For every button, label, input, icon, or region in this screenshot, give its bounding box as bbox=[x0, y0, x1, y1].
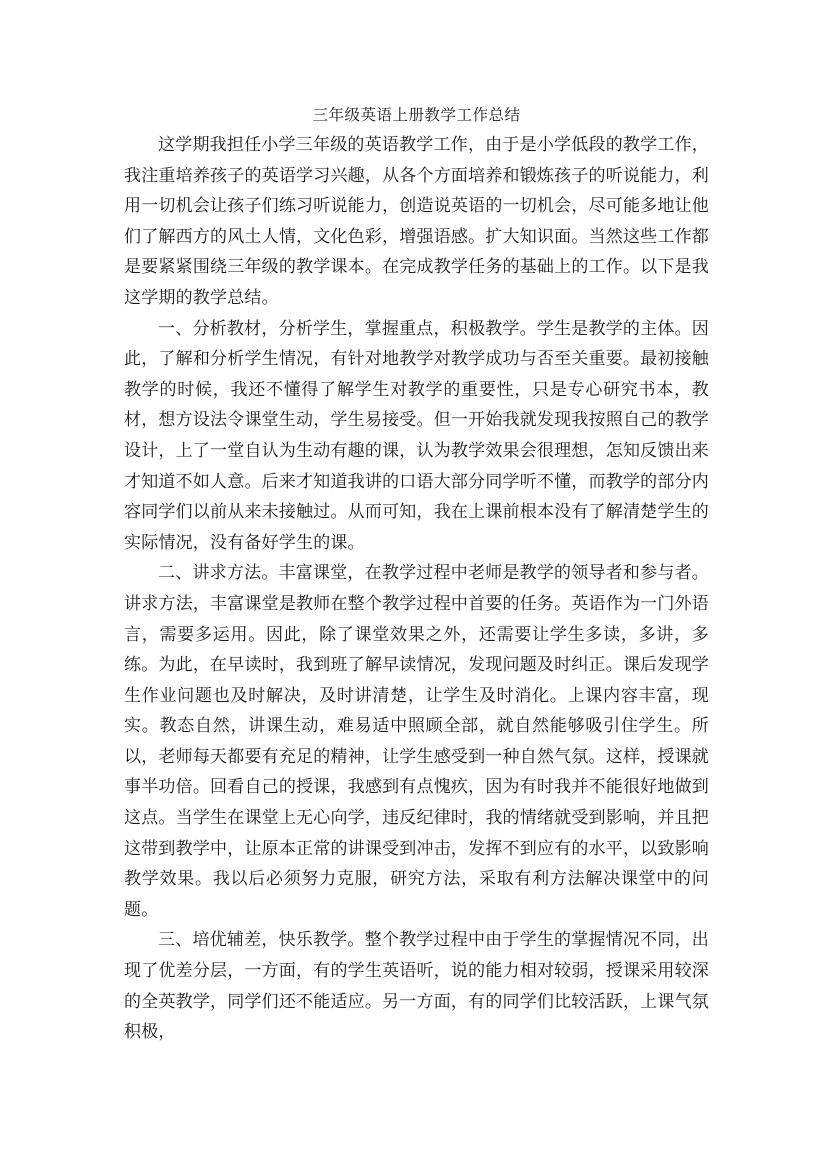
document-title: 三年级英语上册教学工作总结 bbox=[312, 106, 521, 124]
document-page bbox=[124, 100, 709, 1048]
paragraph-intro: 这学期我担任小学三年级的英语教学工作，由于是小学低段的教学工作，我注重培养孩子的英语学习兴趣，从各个方面培养和锻炼孩子的听说能力，利用一切机会让孩子们练习听说能力，创造说英语的一切机会，尽可能多地让他们了解西方的风土人情，文化色彩，增强语感。扩大知识面。当然这些工作都是要紧紧围绕三年级的教学课本。在完成教学任务的基础上的工作。以下是我这学期的教学总结。 bbox=[124, 135, 709, 308]
paragraph-section-2: 二、讲求方法。丰富课堂，在教学过程中老师是教学的领导者和参与者。讲求方法，丰富课堂是教师在整个教学过程中首要的任务。英语作为一门外语言，需要多运用。因此，除了课堂效果之外，还需要让学生多读，多讲，多练。为此，在早读时，我到班了解早读情况，发现问题及时纠正。课后发现学生作业问题也及时解决，及时讲清楚，让学生及时消化。上课内容丰富，现实。教态自然，讲课生动，难易适中照顾全部，就自然能够吸引住学生。所以，老师每天都要有充足的精神，让学生感受到一种自然气氛。这样，授课就事半功倍。回看自己的授课，我感到有点愧疚，因为有时我并不能很好地做到这点。当学生在课堂上无心向学，违反纪律时，我的情绪就受到影响，并且把这带到教学中，让原本正常的讲课受到冲击，发挥不到应有的水平，以致影响教学效果。我以后必须努力克服，研究方法，采取有利方法解决课堂中的问题。 bbox=[124, 563, 709, 920]
paragraph-section-1: 一、分析教材，分析学生，掌握重点，积极教学。学生是教学的主体。因此，了解和分析学生情况，有针对地教学对教学成功与否至关重要。最初接触教学的时候，我还不懂得了解学生对教学的重要性，只是专心研究书本，教材，想方设法令课堂生动，学生易接受。但一开始我就发现我按照自己的教学设计，上了一堂自认为生动有趣的课，认为教学效果会很理想，怎知反馈出来才知道不如人意。后来才知道我讲的口语大部分同学听不懂，而教学的部分内容同学们以前从来未接触过。从而可知，我在上课前根本没有了解清楚学生的实际情况，没有备好学生的课。 bbox=[124, 318, 709, 553]
paragraph-section-3: 三、培优辅差，快乐教学。整个教学过程中由于学生的掌握情况不同，出现了优差分层，一方面，有的学生英语听，说的能力相对较弱，授课采用较深的全英教学，同学们还不能适应。另一方面，有的同学们比较活跃，上课气氛积极， bbox=[124, 930, 709, 1043]
